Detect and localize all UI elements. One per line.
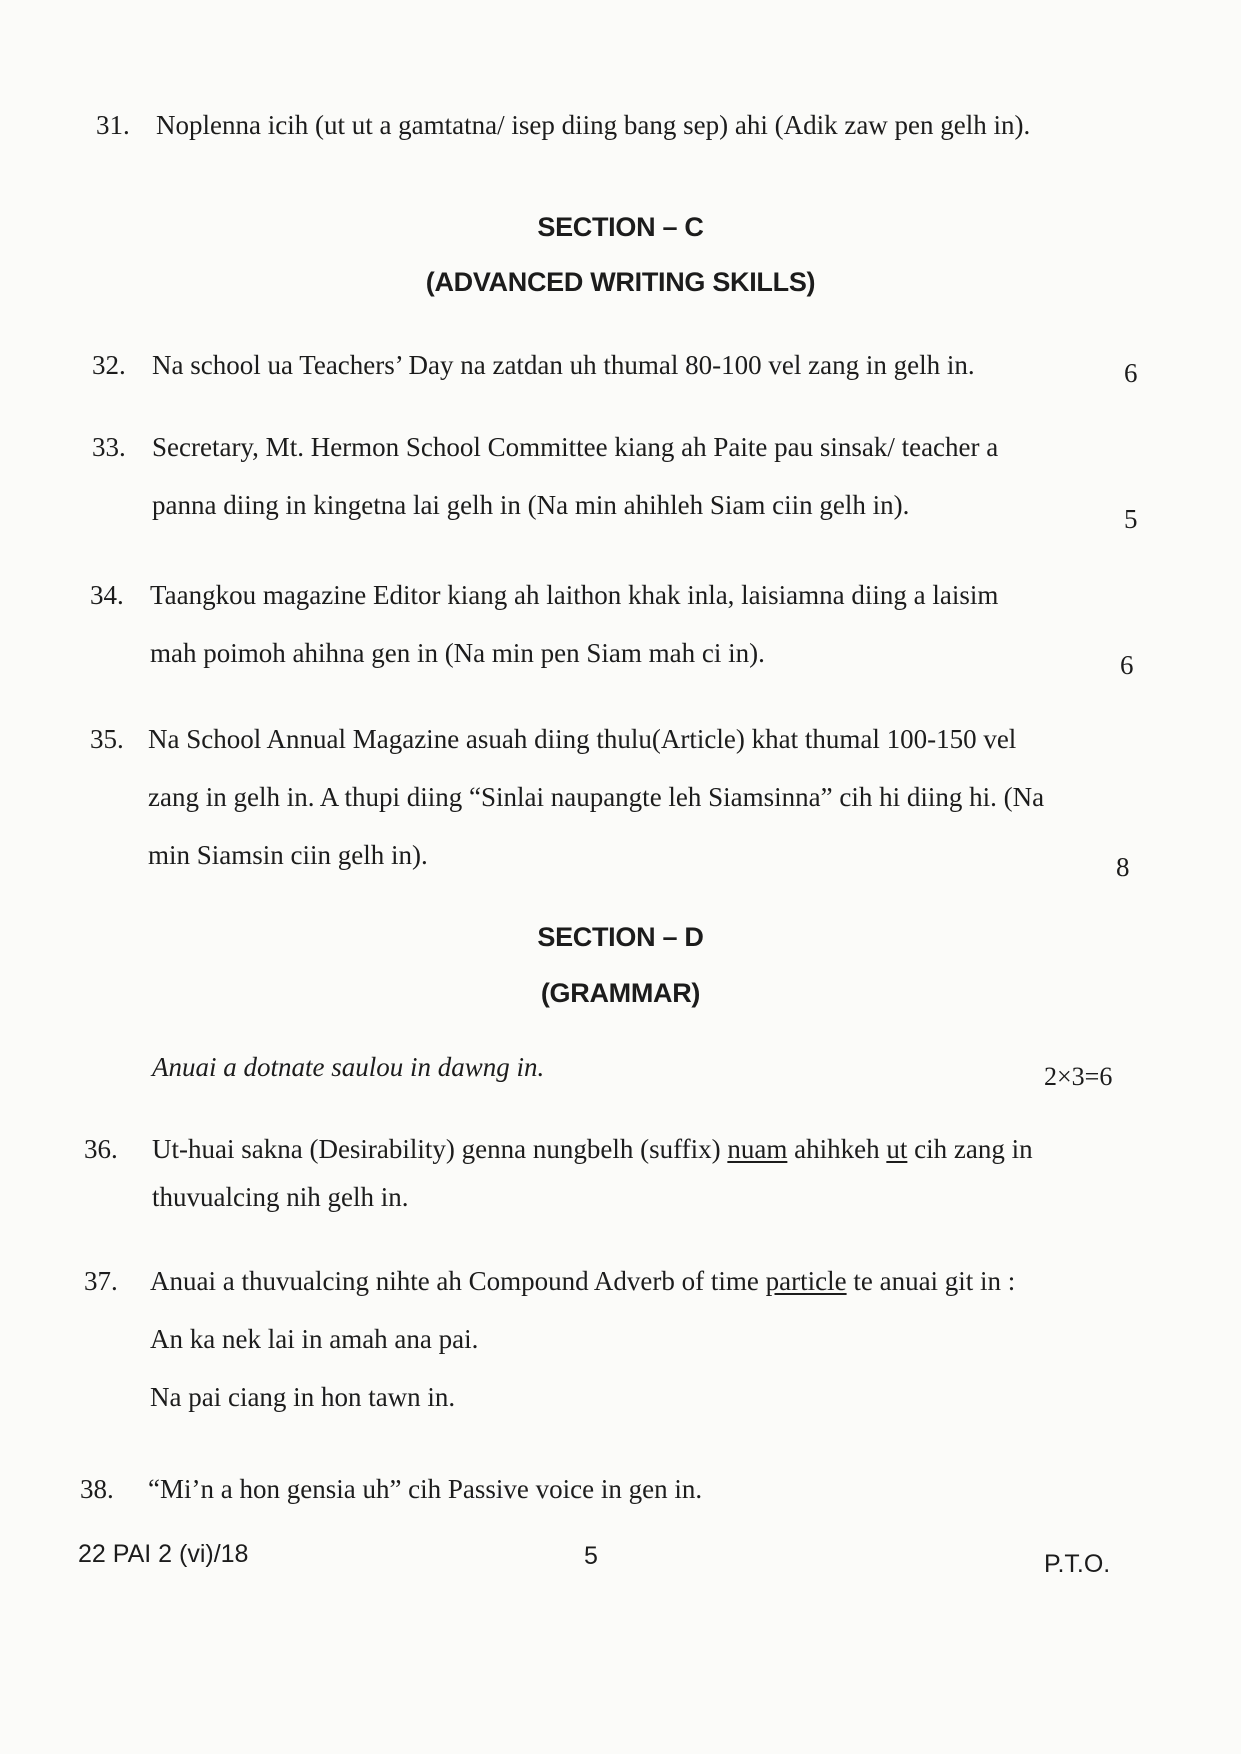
- section-d-title: SECTION – D: [537, 922, 704, 952]
- marks-32: 6: [1124, 358, 1138, 388]
- question-text: Na school ua Teachers’ Day na zatdan uh thumal 80-100 vel zang in gelh in.: [152, 350, 975, 380]
- grammar-instruction: Anuai a dotnate saulou in dawng in.: [152, 1052, 545, 1082]
- question-number: 38.: [80, 1474, 114, 1504]
- underlined-word-ut: ut: [886, 1134, 908, 1164]
- question-text-line-1: [150, 1252, 1015, 1310]
- section-c-title: SECTION – C: [537, 212, 704, 242]
- question-text-line-2: mah poimoh ahihna gen in (Na min pen Siam mah ci in).: [150, 638, 765, 668]
- marks-35: 8: [1116, 852, 1130, 882]
- question-text: “Mi’n a hon gensia uh” cih Passive voice in gen in.: [148, 1474, 703, 1504]
- question-number: 31.: [96, 110, 130, 140]
- question-number: 35.: [90, 724, 124, 754]
- page-number: 5: [584, 1542, 598, 1570]
- section-d-subtitle: (GRAMMAR): [540, 978, 701, 1008]
- text-segment: cih zang in: [907, 1134, 1033, 1164]
- question-text-line-2: thuvualcing nih gelh in.: [152, 1182, 409, 1212]
- question-number: 34.: [90, 580, 124, 610]
- question-text-line-2: zang in gelh in. A thupi diing “Sinlai naupangte leh Siamsinna” cih hi diing hi. (Na: [148, 782, 1045, 812]
- question-text-line-1: Secretary, Mt. Hermon School Committee kiang ah Paite pau sinsak/ teacher a: [152, 432, 999, 462]
- question-number: 32.: [92, 350, 126, 380]
- question-text-line-2: panna diing in kingetna lai gelh in (Na min ahihleh Siam ciin gelh in).: [152, 490, 910, 520]
- underlined-word-particle: particle: [765, 1266, 847, 1296]
- section-c-subtitle: (ADVANCED WRITING SKILLS): [425, 267, 816, 297]
- example-sentence-1: An ka nek lai in amah ana pai.: [150, 1324, 479, 1354]
- text-segment: te anuai git in :: [846, 1266, 1016, 1296]
- please-turn-over: P.T.O.: [1044, 1550, 1111, 1578]
- grammar-marks: 2×3=6: [1044, 1062, 1113, 1091]
- text-segment: ahihkeh: [787, 1134, 887, 1164]
- text-segment: Ut-huai sakna (Desirability) genna nungbelh (suffix): [152, 1134, 728, 1164]
- text-segment: Anuai a thuvualcing nihte ah Compound Adverb of time: [150, 1266, 766, 1296]
- underlined-word-nuam: nuam: [727, 1134, 788, 1164]
- question-text-line-1: Na School Annual Magazine asuah diing thulu(Article) khat thumal 100-150 vel: [148, 724, 1017, 754]
- marks-34: 6: [1120, 650, 1134, 680]
- marks-33: 5: [1124, 504, 1138, 534]
- question-text-line-1: Taangkou magazine Editor kiang ah laithon khak inla, laisiamna diing a laisim: [150, 580, 999, 610]
- question-number: 36.: [84, 1134, 118, 1164]
- example-sentence-2: Na pai ciang in hon tawn in.: [150, 1382, 456, 1412]
- question-text: Noplenna icih (ut ut a gamtatna/ isep diing bang sep) ahi (Adik zaw pen gelh in).: [156, 110, 1031, 140]
- paper-code: 22 PAI 2 (vi)/18: [78, 1540, 249, 1568]
- question-number: 37.: [84, 1266, 118, 1296]
- question-number: 33.: [92, 432, 126, 462]
- question-text-line-3: min Siamsin ciin gelh in).: [148, 840, 428, 870]
